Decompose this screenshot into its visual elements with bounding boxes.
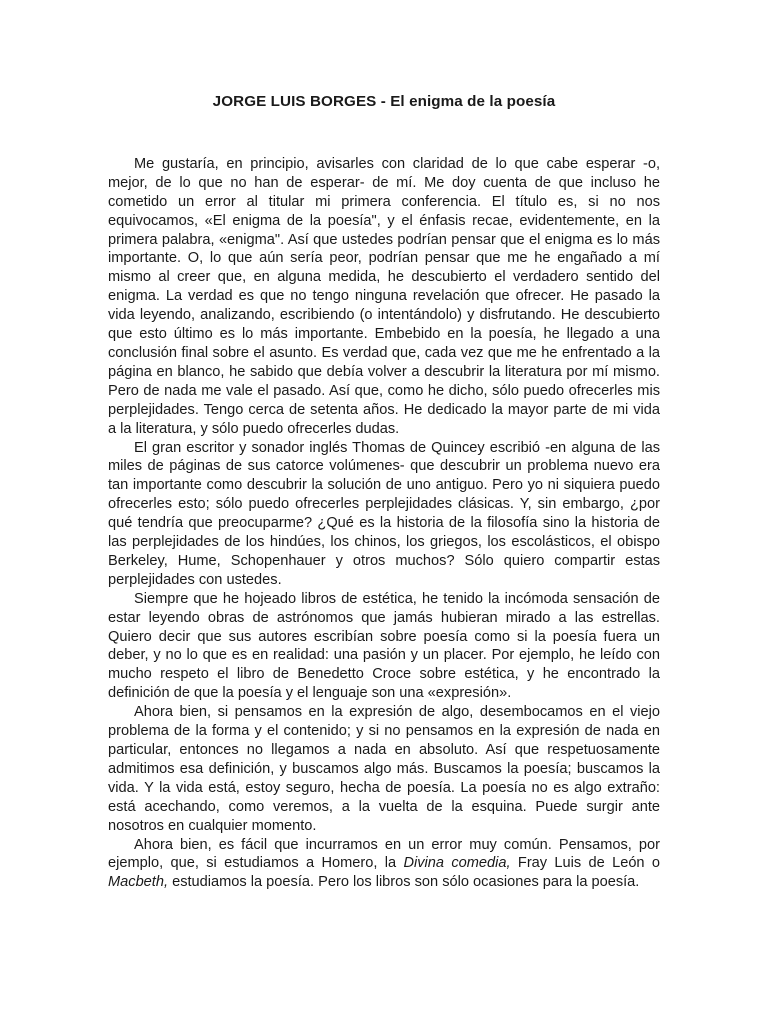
divina-comedia-title: Divina comedia,	[403, 855, 511, 872]
paragraph-5-text-end: estudiamos la poesía. Pero los libros son sólo ocasiones para la poesía.	[168, 874, 640, 891]
paragraph-2: El gran escritor y sonador inglés Thomas de Quincey escribió -en alguna de las miles de páginas de sus catorce volúmenes- que descubrir un problema nuevo era tan importante como descubrir la solución de uno antiguo. Pero yo ni siquiera puedo ofrecerles esto; sólo puedo ofrecerles perplejidades clásicas. Y, sin embargo, ¿por qué tendría que preocuparme? ¿Qué es la historia de la filosofía sino la historia de las perplejidades de los hindúes, los chinos, los griegos, los escolásticos, el obispo Berkeley, Hume, Schopenhauer y otros muchos? Sólo quiero compartir estas perplejidades con ustedes.	[108, 439, 660, 588]
paragraph-4: Ahora bien, si pensamos en la expresión de algo, desembocamos en el viejo problema de la forma y el contenido; y si no pensamos en la expresión de nada en particular, entonces no llegamos a nada en absoluto. Así que respetuosamente admitimos esa definición, y buscamos algo más. Buscamos la poesía; buscamos la vida. Y la vida está, estoy seguro, hecha de poesía. La poesía no es algo extraño: está acechando, como veremos, a la vuelta de la esquina. Puede surgir ante nosotros en cualquier momento.	[108, 704, 660, 834]
document-title: JORGE LUIS BORGES - El enigma de la poesía	[212, 93, 556, 110]
document-page	[108, 93, 660, 892]
paragraph-5-text-middle: Fray Luis de León o	[510, 855, 660, 872]
paragraph-5	[108, 836, 660, 893]
paragraph-1: Me gustaría, en principio, avisarles con claridad de lo que cabe esperar -o, mejor, de lo que no han de esperar- de mí. Me doy cuenta de que incluso he cometido un error al titular mi primera conferencia. El título es, si no nos equivocamos, «El enigma de la poesía", y el énfasis recae, evidentemente, en la primera palabra, «enigma". Así que ustedes podrían pensar que el enigma es lo más importante. O, lo que aún sería peor, podrían pensar que me he engañado a mí mismo al creer que, en alguna medida, he descubierto el verdadero sentido del enigma. La verdad es que no tengo ninguna revelación que ofrecer. He pasado la vida leyendo, analizando, escribiendo (o intentándolo) y disfrutando. He descubierto que esto último es lo más importante. Embebido en la poesía, he llegado a una conclusión final sobre el asunto. Es verdad que, cada vez que me he enfrentado a la página en blanco, he sabido que debía volver a descubrir la literatura por mí mismo. Pero de nada me vale el pasado. Así que, como he dicho, sólo puedo ofrecerles mis perplejidades. Tengo cerca de setenta años. He dedicado la mayor parte de mi vida a la literatura, y sólo puedo ofrecerles dudas.	[108, 155, 660, 437]
paragraph-5-text-start: Ahora bien, es fácil que incurramos en un error muy común. Pensamos, por ejemplo, que, si estudiamos a Homero, la	[108, 836, 660, 872]
paragraph-3: Siempre que he hojeado libros de estética, he tenido la incómoda sensación de estar leyendo obras de astrónomos que jamás hubieran mirado a las estrellas. Quiero decir que sus autores escribían sobre poesía como si la poesía fuera un deber, y no lo que es en realidad: una pasión y un placer. Por ejemplo, he leído con mucho respeto el libro de Benedetto Croce sobre estética, y he encontrado la definición de que la poesía y el lenguaje son una «expresión».	[108, 590, 660, 702]
macbeth-title: Macbeth,	[108, 874, 169, 891]
